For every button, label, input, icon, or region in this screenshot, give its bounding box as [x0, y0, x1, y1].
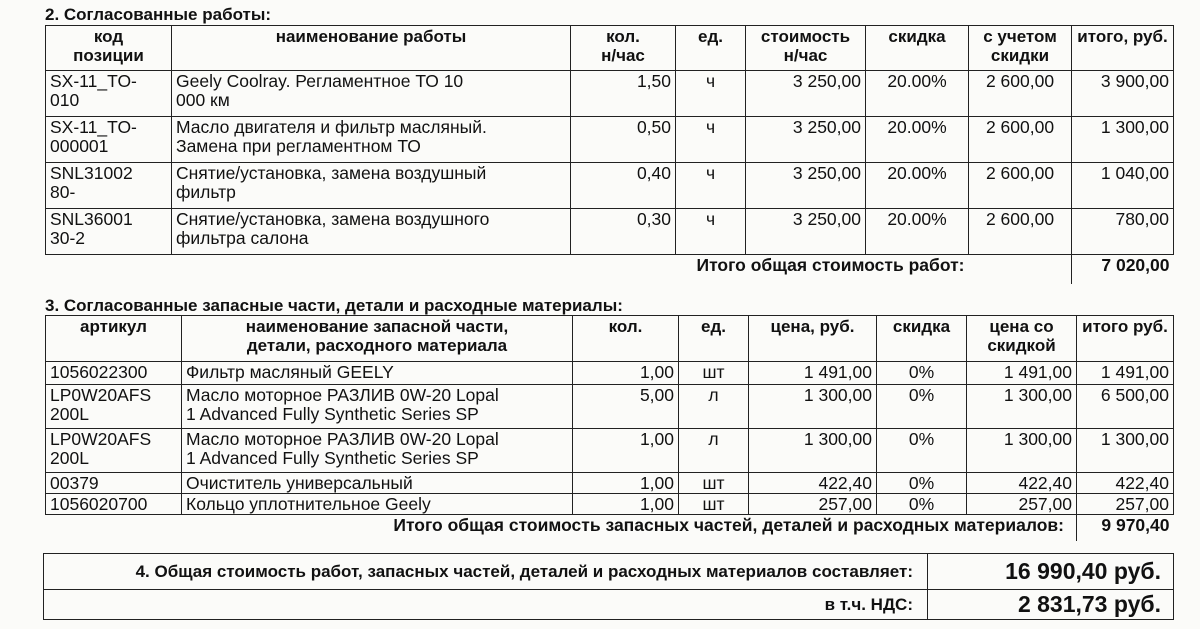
parts-unit: шт — [679, 494, 749, 515]
works-code: SNL36001 30-2 — [46, 209, 172, 255]
summary-vat-row — [44, 590, 1174, 620]
summary-vat-label: в т.ч. НДС: — [44, 590, 928, 620]
parts-qty: 1,00 — [573, 362, 679, 385]
works-header-price: стоимость н/час — [746, 26, 866, 71]
summary-total-row — [44, 554, 1174, 590]
works-code: SX-11_TO- 000001 — [46, 117, 172, 163]
works-name: Масло двигателя и фильтр масляный. Замена при регламентном ТО — [172, 117, 571, 163]
parts-unit: л — [679, 385, 749, 429]
works-total-value: 7 020,00 — [1072, 255, 1174, 284]
parts-total: 1 300,00 — [1077, 429, 1174, 473]
table-row — [46, 473, 1174, 494]
works-discount: 20.00% — [866, 163, 969, 209]
works-price: 3 250,00 — [746, 209, 866, 255]
works-discounted: 2 600,00 — [969, 163, 1072, 209]
parts-name: Масло моторное РАЗЛИВ 0W-20 Lopal 1 Advanced Fully Synthetic Series SP — [182, 385, 573, 429]
parts-header-unit: ед. — [679, 316, 749, 362]
parts-name: Масло моторное РАЗЛИВ 0W-20 Lopal 1 Advanced Fully Synthetic Series SP — [182, 429, 573, 473]
works-unit: ч — [676, 71, 746, 117]
works-discounted: 2 600,00 — [969, 117, 1072, 163]
parts-price: 1 491,00 — [749, 362, 877, 385]
parts-total-value: 9 970,40 — [1077, 515, 1174, 541]
works-qty: 0,50 — [571, 117, 676, 163]
parts-header-total: итого руб. — [1077, 316, 1174, 362]
parts-qty: 1,00 — [573, 429, 679, 473]
works-header-code: код позиции — [46, 26, 172, 71]
parts-total: 6 500,00 — [1077, 385, 1174, 429]
works-header-qty: кол. н/час — [571, 26, 676, 71]
works-header-total: итого, руб. — [1072, 26, 1174, 71]
parts-total: 257,00 — [1077, 494, 1174, 515]
works-total-spacer — [969, 255, 1072, 284]
parts-qty: 1,00 — [573, 494, 679, 515]
works-discount: 20.00% — [866, 117, 969, 163]
table-row — [46, 71, 1174, 117]
parts-unit: шт — [679, 362, 749, 385]
works-total: 3 900,00 — [1072, 71, 1174, 117]
parts-discounted: 1 300,00 — [967, 429, 1077, 473]
table-row — [46, 117, 1174, 163]
parts-discounted: 1 491,00 — [967, 362, 1077, 385]
parts-table — [45, 315, 1174, 541]
parts-discounted: 257,00 — [967, 494, 1077, 515]
table-row — [46, 163, 1174, 209]
parts-total: 1 491,00 — [1077, 362, 1174, 385]
parts-discounted: 1 300,00 — [967, 385, 1077, 429]
parts-price: 257,00 — [749, 494, 877, 515]
parts-price: 1 300,00 — [749, 385, 877, 429]
works-total-label: Итого общая стоимость работ: — [46, 255, 969, 284]
works-discount: 20.00% — [866, 209, 969, 255]
parts-code: LP0W20AFS 200L — [46, 385, 182, 429]
works-total-row — [46, 255, 1174, 284]
parts-header-price: цена, руб. — [749, 316, 877, 362]
summary-total-label: 4. Общая стоимость работ, запасных частей, деталей и расходных материалов составляет: — [44, 554, 928, 590]
works-table — [45, 25, 1174, 284]
summary-vat-value: 2 831,73 руб. — [928, 590, 1174, 620]
works-code: SNL31002 80- — [46, 163, 172, 209]
works-qty: 1,50 — [571, 71, 676, 117]
works-name: Снятие/установка, замена воздушного фильтра салона — [172, 209, 571, 255]
parts-name: Очиститель универсальный — [182, 473, 573, 494]
parts-discount: 0% — [877, 362, 967, 385]
parts-total-row — [46, 515, 1174, 541]
parts-unit: л — [679, 429, 749, 473]
table-row — [46, 385, 1174, 429]
summary-total-value: 16 990,40 руб. — [928, 554, 1174, 590]
parts-header-qty: кол. — [573, 316, 679, 362]
works-header-discounted: с учетом скидки — [969, 26, 1072, 71]
table-row — [46, 429, 1174, 473]
works-qty: 0,40 — [571, 163, 676, 209]
works-price: 3 250,00 — [746, 71, 866, 117]
table-row — [46, 209, 1174, 255]
works-header-discount: скидка — [866, 26, 969, 71]
table-row — [46, 362, 1174, 385]
parts-section-title: 3. Согласованные запасные части, детали и расходные материалы: — [45, 296, 623, 315]
works-unit: ч — [676, 117, 746, 163]
parts-code: LP0W20AFS 200L — [46, 429, 182, 473]
parts-unit: шт — [679, 473, 749, 494]
works-code: SX-11_TO- 010 — [46, 71, 172, 117]
works-section-title: 2. Согласованные работы: — [45, 5, 272, 24]
works-name: Снятие/установка, замена воздушный фильтр — [172, 163, 571, 209]
parts-qty: 1,00 — [573, 473, 679, 494]
works-price: 3 250,00 — [746, 117, 866, 163]
summary-table — [43, 553, 1174, 620]
parts-code: 1056022300 — [46, 362, 182, 385]
parts-name: Фильтр масляный GEELY — [182, 362, 573, 385]
parts-discount: 0% — [877, 494, 967, 515]
works-unit: ч — [676, 209, 746, 255]
parts-total: 422,40 — [1077, 473, 1174, 494]
works-name: Geely Coolray. Регламентное ТО 10 000 км — [172, 71, 571, 117]
parts-total-label: Итого общая стоимость запасных частей, деталей и расходных материалов: — [46, 515, 1077, 541]
parts-name: Кольцо уплотнительное Geely — [182, 494, 573, 515]
table-row — [46, 494, 1174, 515]
works-total: 1 040,00 — [1072, 163, 1174, 209]
works-header-name: наименование работы — [172, 26, 571, 71]
works-header-row — [46, 26, 1174, 71]
parts-header-discount: скидка — [877, 316, 967, 362]
works-header-unit: ед. — [676, 26, 746, 71]
parts-discount: 0% — [877, 385, 967, 429]
works-discounted: 2 600,00 — [969, 209, 1072, 255]
parts-header-row — [46, 316, 1174, 362]
parts-discount: 0% — [877, 429, 967, 473]
parts-header-name: наименование запасной части, детали, расходного материала — [182, 316, 573, 362]
parts-discounted: 422,40 — [967, 473, 1077, 494]
works-discounted: 2 600,00 — [969, 71, 1072, 117]
parts-header-code: артикул — [46, 316, 182, 362]
parts-discount: 0% — [877, 473, 967, 494]
parts-price: 1 300,00 — [749, 429, 877, 473]
works-discount: 20.00% — [866, 71, 969, 117]
parts-qty: 5,00 — [573, 385, 679, 429]
parts-price: 422,40 — [749, 473, 877, 494]
works-qty: 0,30 — [571, 209, 676, 255]
works-price: 3 250,00 — [746, 163, 866, 209]
works-total: 1 300,00 — [1072, 117, 1174, 163]
works-total: 780,00 — [1072, 209, 1174, 255]
parts-code: 00379 — [46, 473, 182, 494]
parts-code: 1056020700 — [46, 494, 182, 515]
works-unit: ч — [676, 163, 746, 209]
parts-header-discounted: цена со скидкой — [967, 316, 1077, 362]
